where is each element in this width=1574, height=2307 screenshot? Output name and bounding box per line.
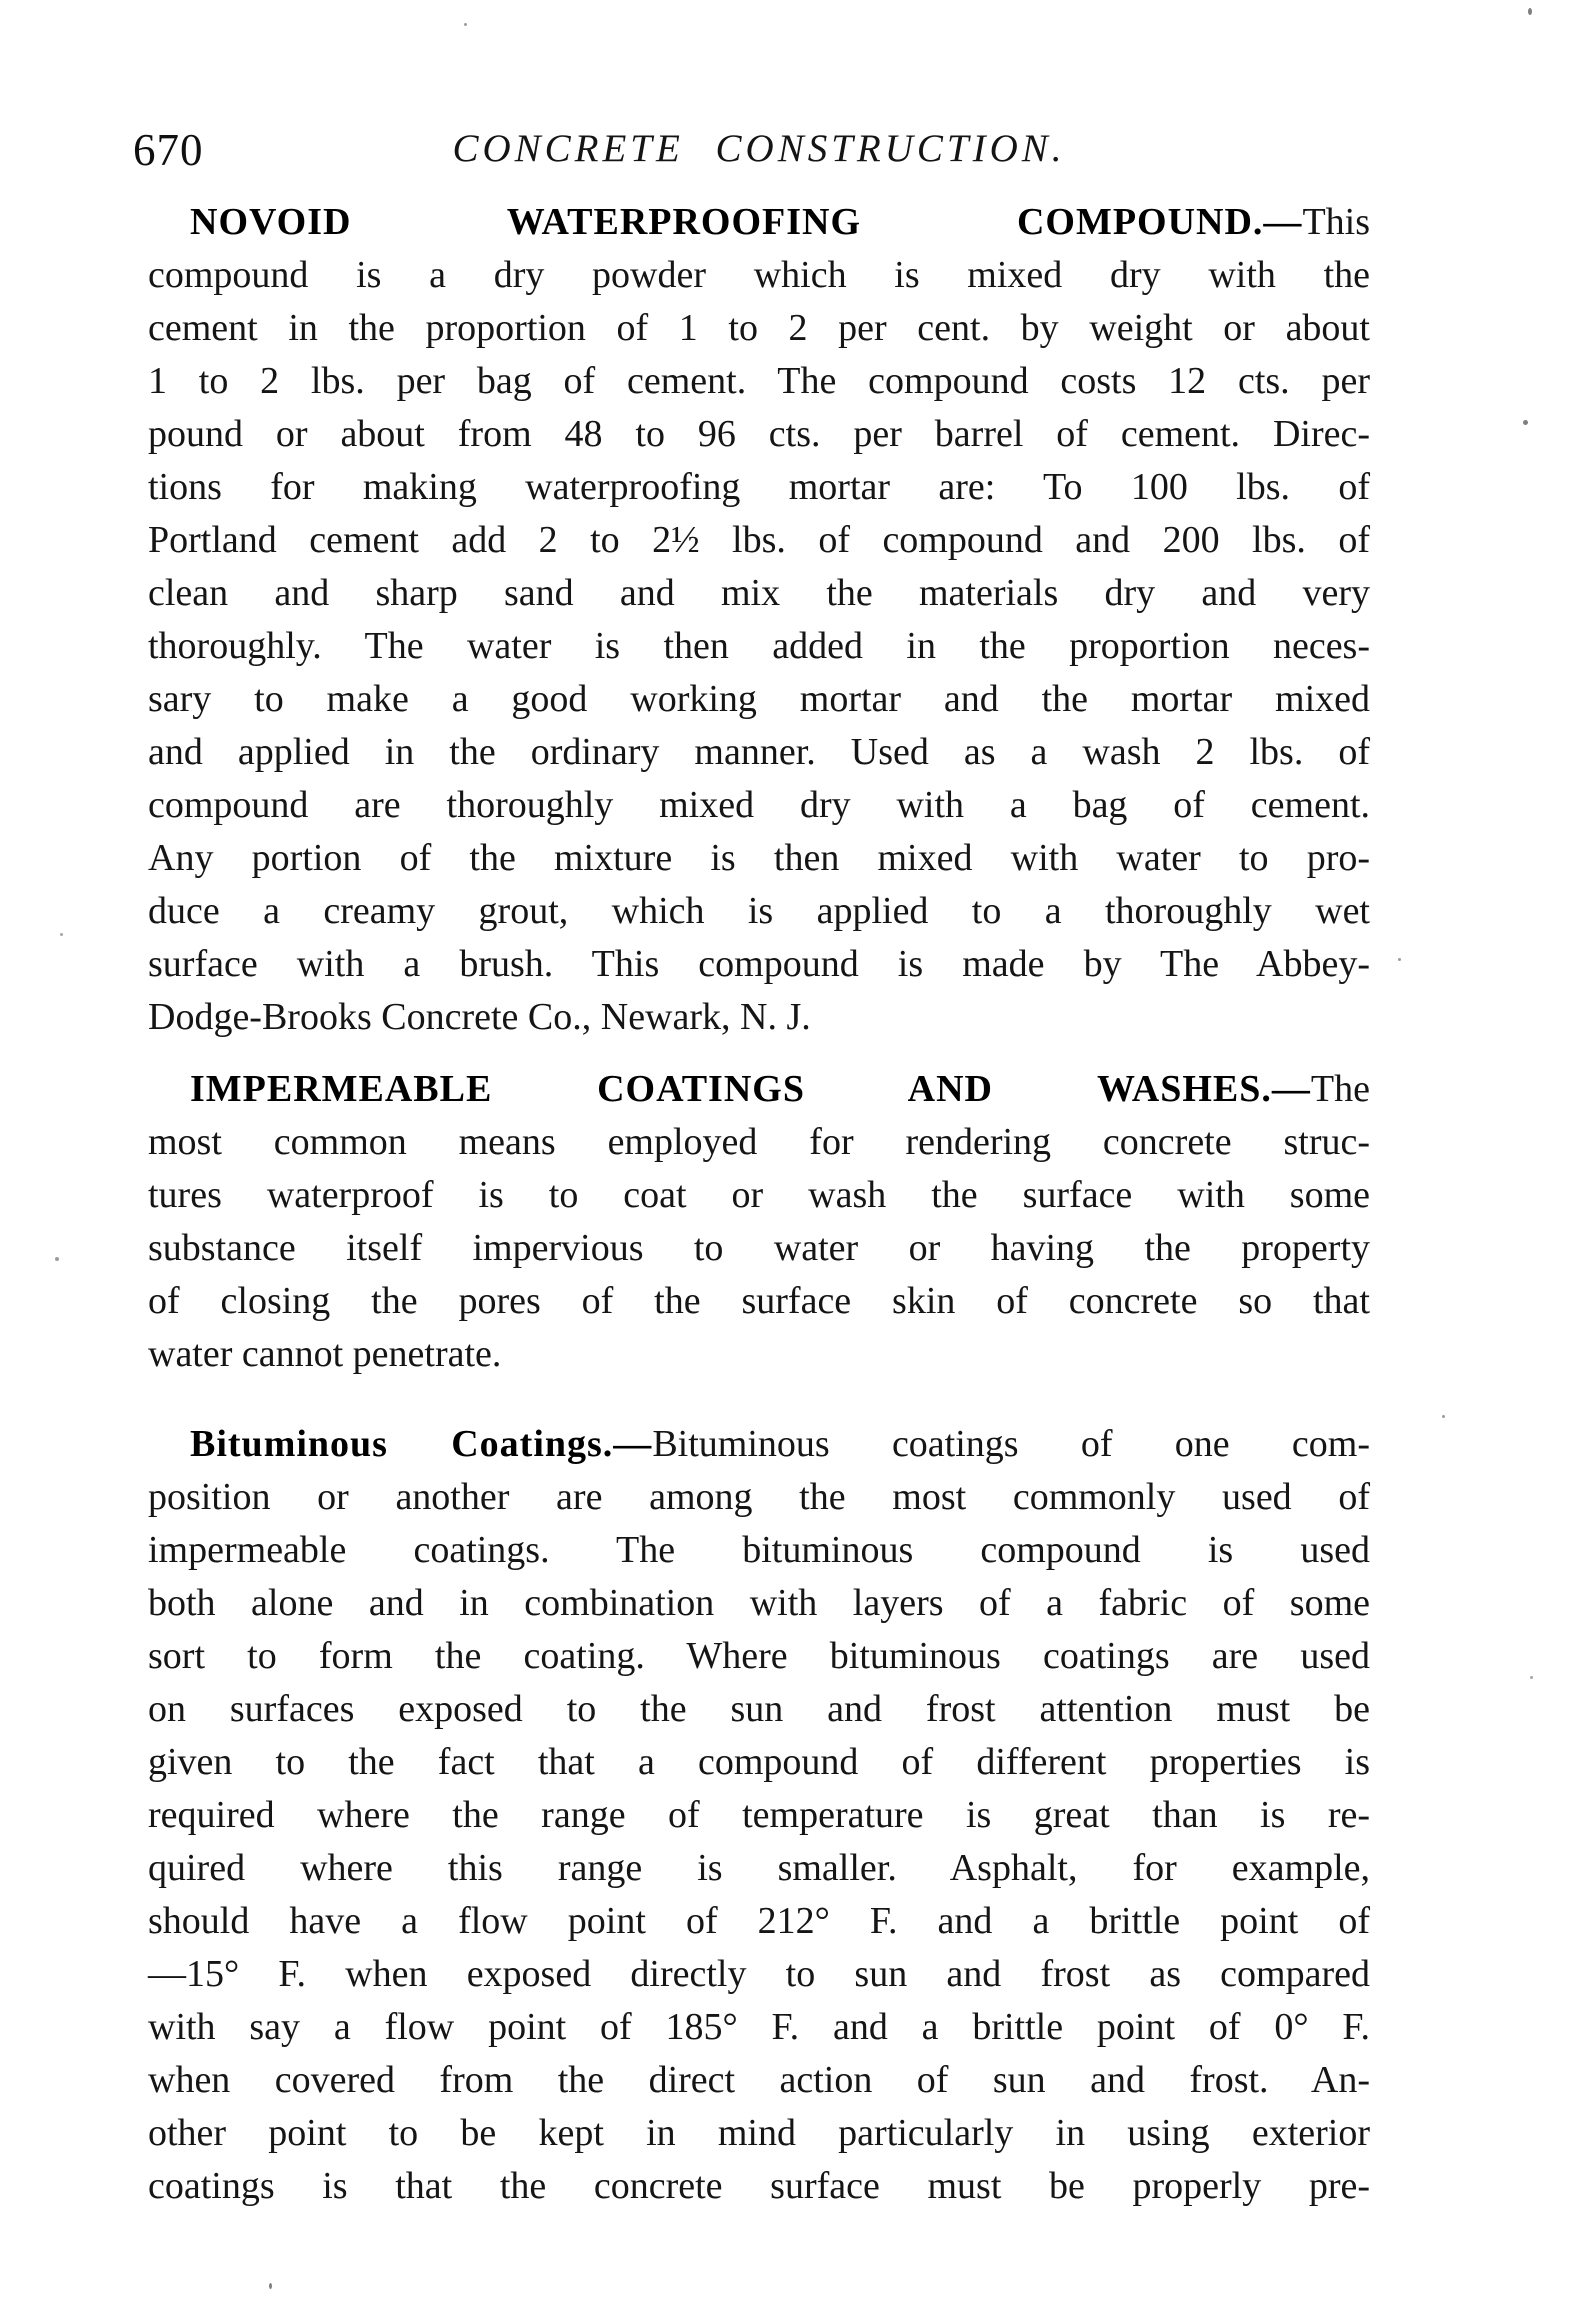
text-line: surface with a brush. This compound is made by The Abbey-	[148, 943, 1370, 985]
text-line: with say a flow point of 185° F. and a brittle point of 0° F.	[148, 2006, 1370, 2048]
section-heading-bituminous: Bituminous Coatings.—	[190, 1423, 653, 1465]
text-line: thoroughly. The water is then added in the proportion neces-	[148, 625, 1370, 667]
text-line: Portland cement add 2 to 2½ lbs. of compound and 200 lbs. of	[148, 519, 1370, 561]
paragraph-novoid-waterproofing-compound	[148, 196, 1370, 1044]
text-line: and applied in the ordinary manner. Used as a wash 2 lbs. of	[148, 731, 1370, 773]
text-line: cement in the proportion of 1 to 2 per cent. by weight or about	[148, 307, 1370, 349]
text-line: Dodge-Brooks Concrete Co., Newark, N. J.	[148, 996, 811, 1038]
text-line: tions for making waterproofing mortar are: To 100 lbs. of	[148, 466, 1370, 508]
scan-speck	[269, 2283, 272, 2289]
scan-speck	[1442, 1415, 1445, 1418]
running-title: CONCRETE CONSTRUCTION.	[452, 127, 1066, 170]
text-line: tures waterproof is to coat or wash the surface with some	[148, 1174, 1370, 1216]
scan-speck	[55, 1257, 59, 1261]
text-line: substance itself impervious to water or having the property	[148, 1227, 1370, 1269]
text-line: given to the fact that a compound of different properties is	[148, 1741, 1370, 1783]
text-run: This	[1302, 201, 1370, 243]
scan-speck	[60, 933, 63, 936]
text-line: on surfaces exposed to the sun and frost attention must be	[148, 1688, 1370, 1730]
page-header	[133, 125, 1370, 176]
text-line: other point to be kept in mind particularly in using exterior	[148, 2112, 1370, 2154]
section-heading-impermeable: IMPERMEABLE COATINGS AND WASHES.—	[190, 1068, 1311, 1110]
text-line: 1 to 2 lbs. per bag of cement. The compound costs 12 cts. per	[148, 360, 1370, 402]
scan-speck	[1528, 8, 1532, 15]
text-line: duce a creamy grout, which is applied to a thoroughly wet	[148, 890, 1370, 932]
page-body	[148, 196, 1370, 2213]
text-line	[148, 1418, 1370, 1471]
text-line: compound are thoroughly mixed dry with a bag of cement.	[148, 784, 1370, 826]
text-line: when covered from the direct action of sun and frost. An-	[148, 2059, 1370, 2101]
text-line: pound or about from 48 to 96 cts. per barrel of cement. Direc-	[148, 413, 1370, 455]
page-number: 670	[133, 125, 204, 175]
text-run: Bituminous coatings of one com-	[652, 1423, 1370, 1465]
text-line: Any portion of the mixture is then mixed with water to pro-	[148, 837, 1370, 879]
text-line: coatings is that the concrete surface must be properly pre-	[148, 2165, 1370, 2207]
text-line: impermeable coatings. The bituminous compound is used	[148, 1529, 1370, 1571]
text-line: should have a flow point of 212° F. and a brittle point of	[148, 1900, 1370, 1942]
text-line: position or another are among the most commonly used of	[148, 1476, 1370, 1518]
paragraph-impermeable-coatings-and-washes	[148, 1063, 1370, 1381]
text-line: required where the range of temperature is great than is re-	[148, 1794, 1370, 1836]
text-line: most common means employed for rendering concrete struc-	[148, 1121, 1370, 1163]
scan-speck	[1530, 1676, 1533, 1679]
text-line: of closing the pores of the surface skin of concrete so that	[148, 1280, 1370, 1322]
text-line: clean and sharp sand and mix the materials dry and very	[148, 572, 1370, 614]
text-line: water cannot penetrate.	[148, 1333, 502, 1375]
text-line	[148, 1063, 1370, 1116]
text-line	[148, 196, 1370, 249]
paragraph-bituminous-coatings	[148, 1418, 1370, 2213]
text-line: sary to make a good working mortar and the mortar mixed	[148, 678, 1370, 720]
section-heading-novoid: NOVOID WATERPROOFING COMPOUND.—	[190, 201, 1303, 243]
text-run: The	[1310, 1068, 1370, 1110]
text-line: —15° F. when exposed directly to sun and frost as compared	[148, 1953, 1370, 1995]
scan-speck	[1523, 420, 1528, 425]
text-line: quired where this range is smaller. Asphalt, for example,	[148, 1847, 1370, 1889]
scan-speck	[464, 23, 467, 26]
text-line: compound is a dry powder which is mixed dry with the	[148, 254, 1370, 296]
text-line: both alone and in combination with layers of a fabric of some	[148, 1582, 1370, 1624]
text-line: sort to form the coating. Where bituminous coatings are used	[148, 1635, 1370, 1677]
scan-speck	[1398, 958, 1401, 961]
